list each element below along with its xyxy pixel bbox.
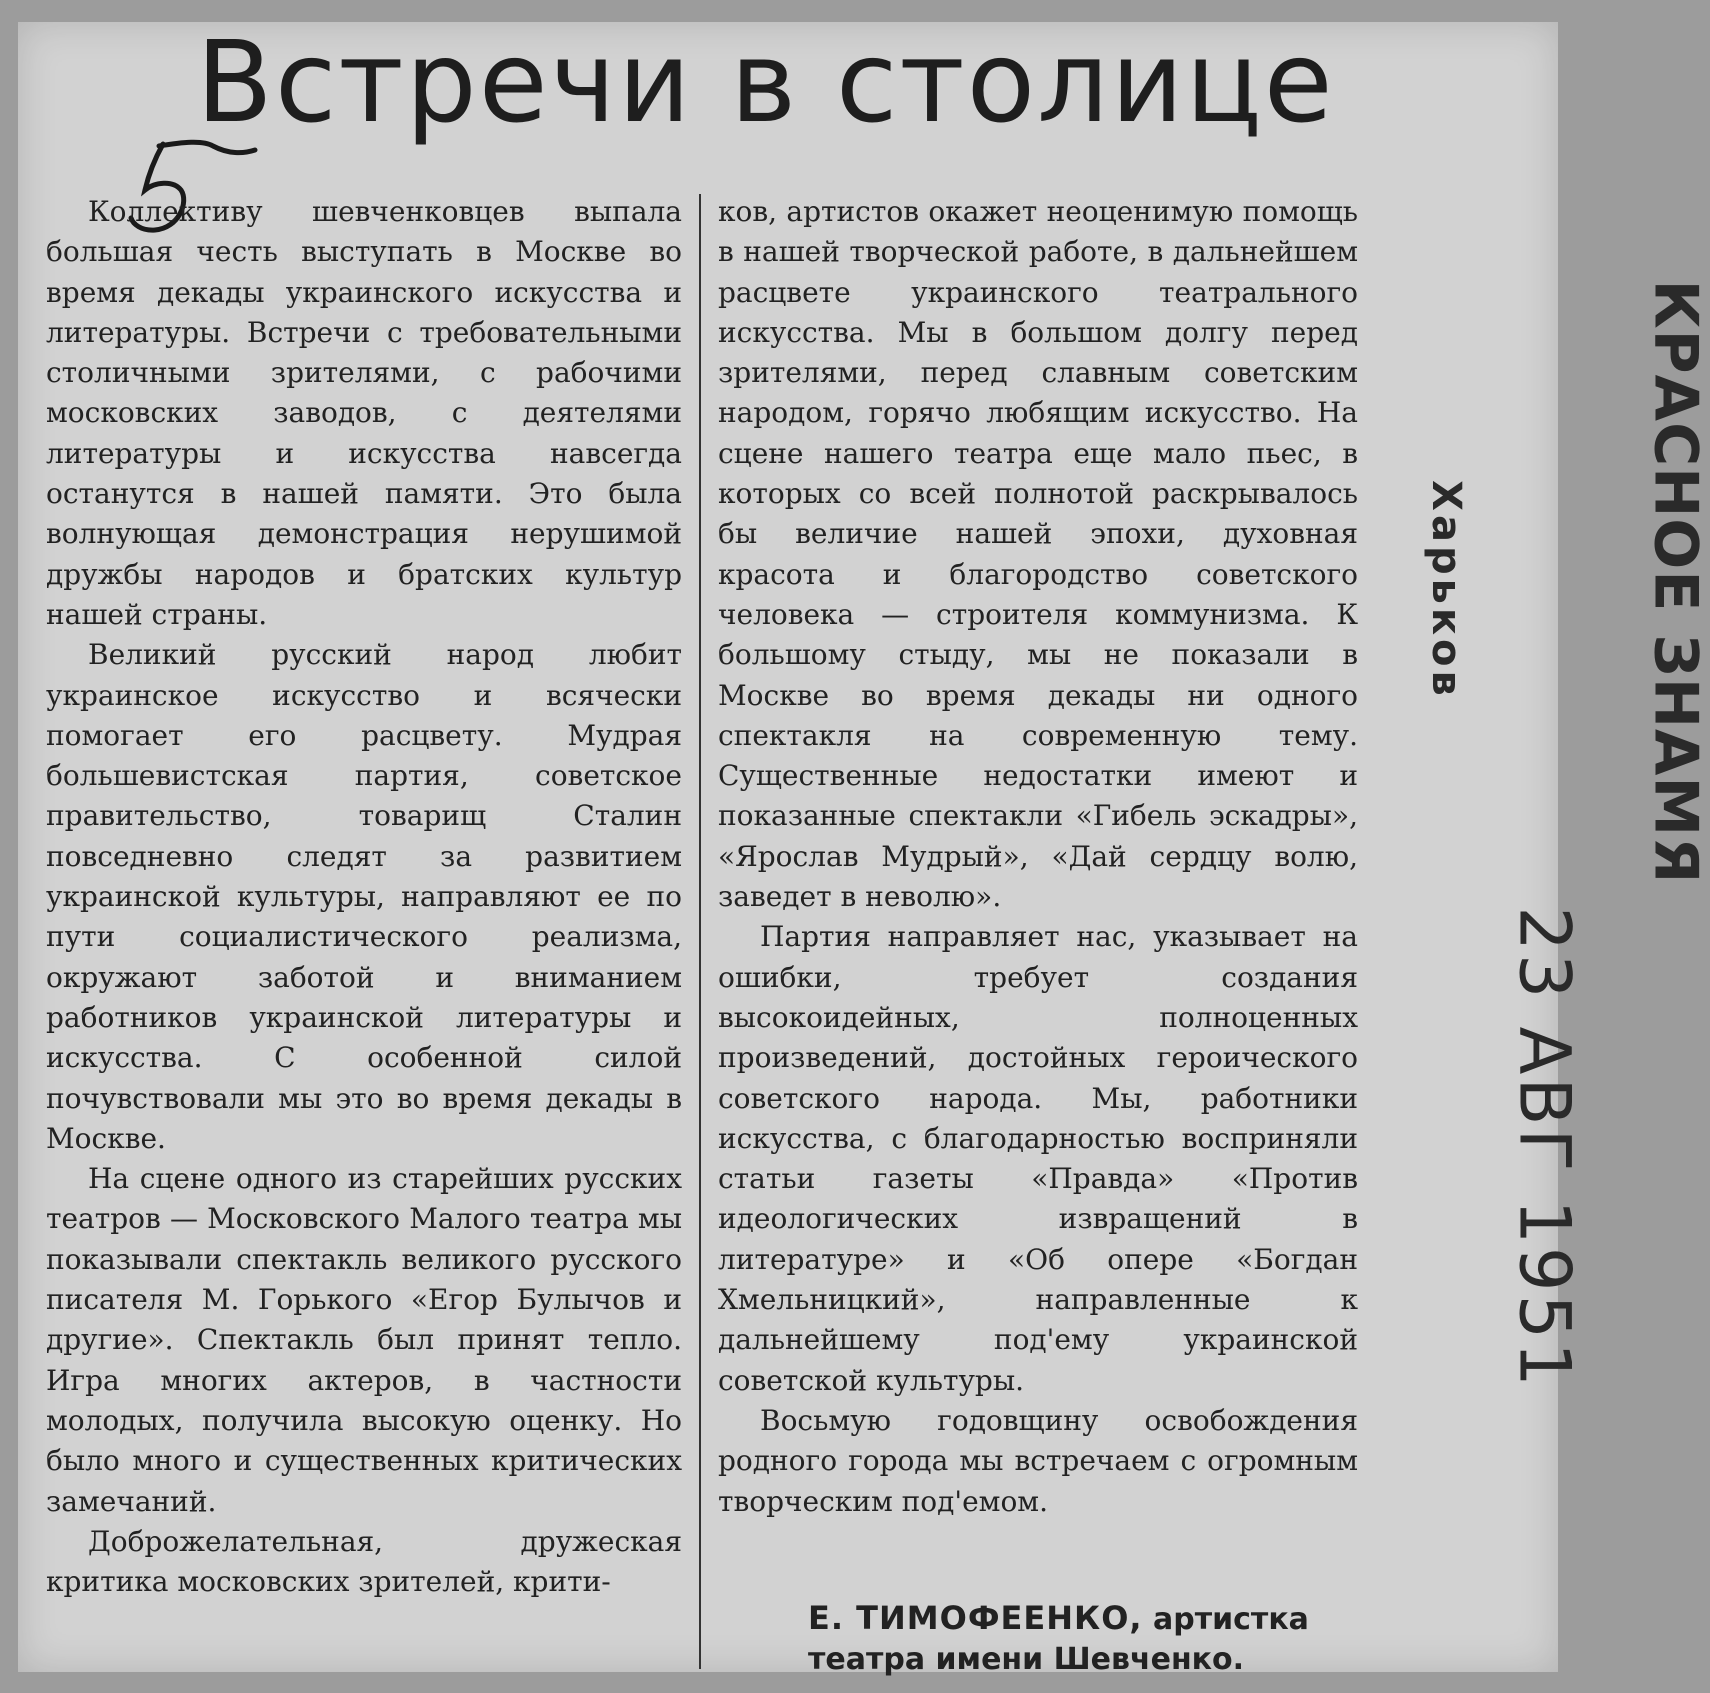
paragraph: ков, артистов окажет неоценимую помощь в нашей творческой работе, в дальнейшем расцвете украинского театрального искусства. Мы в большом долгу перед зрителями, перед славным советским народом, горячо любящим искусство. На сцене нашего театра еще мало пьес, в которых со всей полнотой раскрывалось бы величие нашей эпохи, духовная красота и благородство советского человека — строителя коммунизма. К большому стыду, мы не показали в Москве во время декады ни одного спектакля на современную тему. Существенные недостатки имеют и показанные спектакли «Гибель эскадры», «Ярослав Мудрый», «Дай сердцу волю, заведет в неволю». — [718, 195, 1358, 914]
author-theatre: театра имени Шевченко. — [808, 1642, 1245, 1677]
column-divider — [699, 194, 701, 1669]
paragraph: Восьмую годовщину освобождения родного города мы встречаем с огромным творческим под'емом. — [718, 1403, 1358, 1518]
author-role: артистка — [1153, 1602, 1309, 1637]
newspaper-clipping — [18, 18, 1710, 1677]
headline: Встречи в столице — [196, 18, 1335, 148]
author-name: Е. ТИМОФЕЕНКО, — [808, 1599, 1143, 1637]
author-signature — [808, 1598, 1309, 1680]
newspaper-name-stamp: КРАСНОЕ ЗНАМЯ — [1640, 279, 1710, 885]
article-left-column — [46, 192, 682, 1602]
paragraph: Коллективу шевченковцев выпала большая честь выступать в Москве во время декады украинского искусства и литературы. Встречи с требовательными столичными зрителями, с рабочими московских заводов, с деятелями литературы и искусства навсегда останутся в нашей памяти. Это была волнующая демонстрация нерушимой дружбы народов и братских культур нашей страны. — [46, 195, 682, 631]
paragraph: Доброжелательная, дружеская критика московских зрителей, крити- — [46, 1524, 682, 1599]
paragraph: Партия направляет нас, указывает на ошибки, требует создания высокоидейных, полноценных произведений, достойных героического советского народа. Мы, работники искусства, с благодарностью восприняли статьи газеты «Правда» «Против идеологических извращений в литературе» и «Об опере «Богдан Хмельницкий», направленные к дальнейшему под'ему украинской советской культуры. — [718, 920, 1358, 1397]
article-right-column — [718, 192, 1358, 1522]
paragraph: На сцене одного из старейших русских театров — Московского Малого театра мы показывали спектакль великого русского писателя М. Горького «Егор Булычов и другие». Спектакль был принят тепло. Игра многих актеров, в частности молодых, получила высокую оценку. Но было много и существенных критических замечаний. — [46, 1162, 682, 1518]
paragraph: Великий русский народ любит украинское искусство и всячески помогает его расцвету. Мудрая большевистская партия, советское правительство, товарищ Сталин повседневно следят за развитием украинской культуры, направляют ее по пути социалистического реализма, окружают заботой и вниманием работников украинской литературы и искусства. С особенной силой почувствовали мы это во время декады в Москве. — [46, 638, 682, 1155]
city-stamp: Харьков — [1422, 480, 1469, 700]
date-stamp: 23 АВГ 1951 — [1503, 906, 1586, 1390]
